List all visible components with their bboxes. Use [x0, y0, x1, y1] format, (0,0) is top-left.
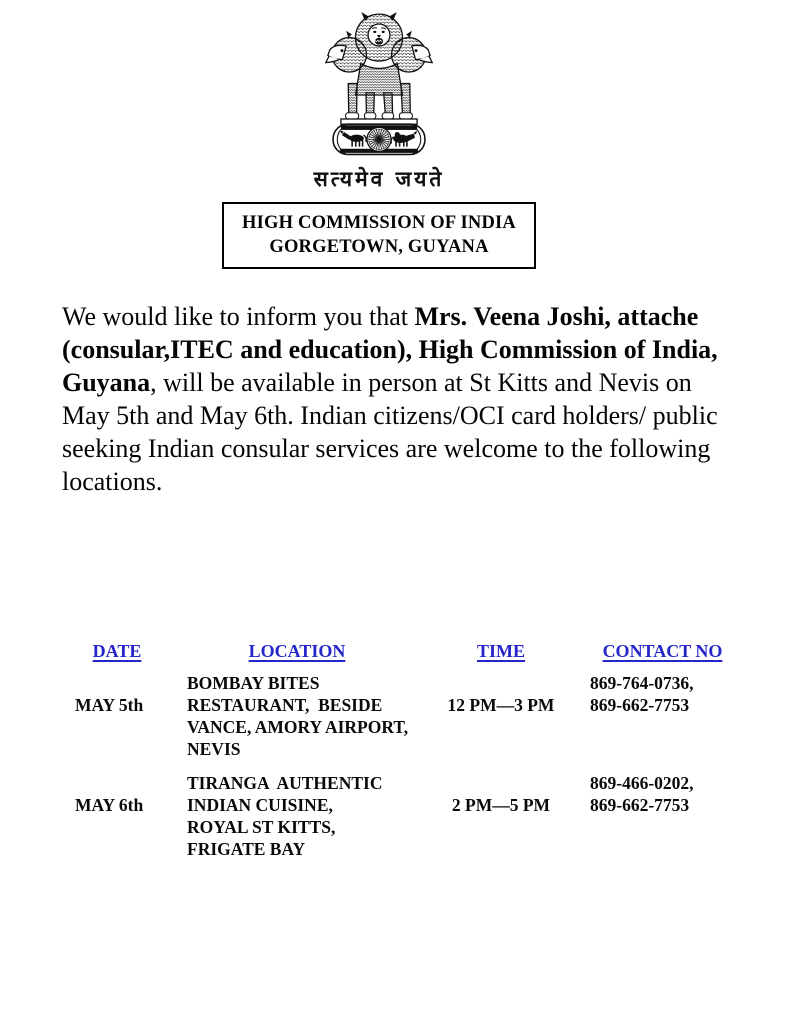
row2-location: TIRANGA AUTHENTIC INDIAN CUISINE, ROYAL ST KITTS, FRIGATE BAY — [187, 773, 383, 859]
header-contact: CONTACT NO — [602, 641, 723, 661]
notice-paragraph — [62, 300, 740, 498]
dharma-chakra-icon — [367, 127, 391, 151]
center-lion — [356, 12, 403, 61]
table-row — [62, 772, 745, 860]
schedule-section — [62, 640, 745, 860]
table-row — [62, 672, 745, 772]
header-date: DATE — [92, 641, 142, 661]
row2-time: 2 PM—5 PM — [451, 795, 551, 815]
notice-intro: We would like to inform you that — [62, 302, 415, 331]
india-emblem-icon — [0, 5, 758, 162]
commission-title-line2: GORGETOWN, GUYANA — [269, 237, 489, 257]
notice-bold-names: Mrs. Veena Joshi, attache (consular,ITEC and education), High Commission of India, Guyana — [62, 302, 718, 397]
emblem-motto: सत्यमेव जयते — [313, 167, 445, 191]
notice-rest: , will be available in person at St Kitts and Nevis on May 5th and May 6th. Indian citizens/OCI card holders/ public seeking Indian consular services are welcome to the following locations. — [62, 368, 718, 496]
schedule-header-row — [62, 640, 745, 672]
header-location: LOCATION — [248, 641, 346, 661]
commission-title-box — [222, 202, 536, 269]
row1-contact: 869-764-0736, 869-662-7753 — [590, 673, 694, 715]
row2-date: MAY 6th — [75, 795, 144, 815]
document-header — [0, 5, 758, 269]
row1-time: 12 PM—3 PM — [447, 695, 555, 715]
row1-location: BOMBAY BITES RESTAURANT, BESIDE VANCE, AMORY AIRPORT, NEVIS — [187, 673, 409, 759]
header-time: TIME — [476, 641, 525, 661]
lion-paws — [346, 113, 413, 119]
schedule-table — [62, 640, 745, 860]
commission-title-line1: HIGH COMMISSION OF INDIA — [242, 213, 516, 233]
row2-contact: 869-466-0202, 869-662-7753 — [590, 773, 694, 815]
row1-date: MAY 5th — [75, 695, 144, 715]
